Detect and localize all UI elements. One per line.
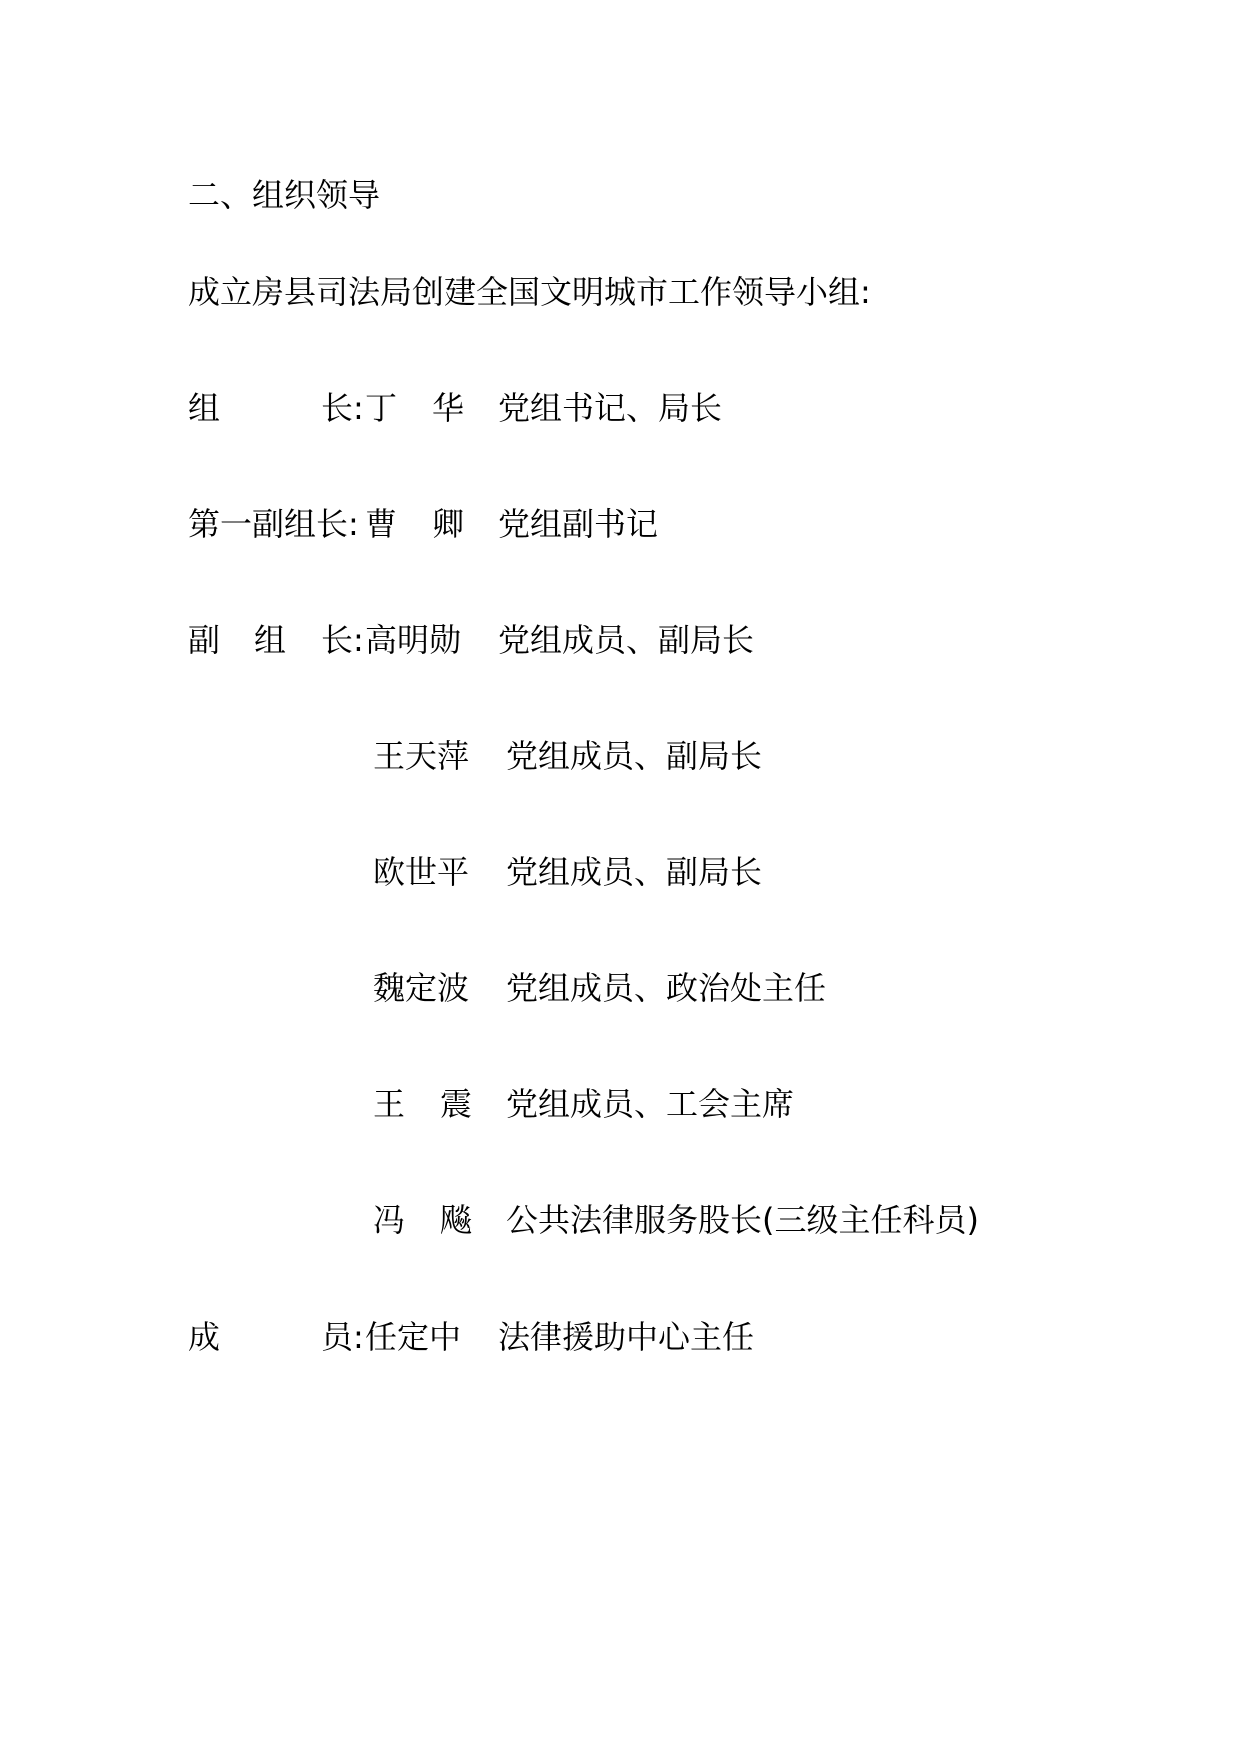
role-label-part: 副	[188, 621, 221, 659]
role-label-part: 员:	[321, 1318, 364, 1356]
member-name: 任定中	[365, 1318, 462, 1356]
member-name-part: 王	[373, 1085, 406, 1123]
member-title: 党组成员、政治处主任	[506, 969, 827, 1007]
member-title: 党组成员、副局长	[498, 621, 755, 659]
member-name-part: 丁	[365, 389, 398, 427]
member-title: 法律援助中心主任	[498, 1318, 755, 1356]
member-name: 高明勋	[365, 621, 462, 659]
role-label-part: 成	[188, 1318, 221, 1356]
member-name-part: 冯	[373, 1201, 406, 1239]
member-title: 公共法律服务股长(三级主任科员)	[506, 1201, 979, 1239]
member-title: 党组书记、局长	[498, 389, 723, 427]
member-name: 魏定波	[373, 969, 470, 1007]
role-label-part: 长:	[321, 389, 364, 427]
role-label-part: 组	[254, 621, 287, 659]
member-name-part: 曹	[365, 505, 398, 543]
member-name-part: 卿	[432, 505, 465, 543]
member-title: 党组成员、工会主席	[506, 1085, 795, 1123]
section-heading-text: 二、组织领导	[188, 176, 381, 214]
role-label-part: 组	[188, 389, 221, 427]
member-name-part: 华	[432, 389, 465, 427]
member-title: 党组副书记	[498, 505, 659, 543]
role-label-part: 长:	[321, 621, 364, 659]
member-title: 党组成员、副局长	[506, 737, 763, 775]
member-name-part: 震	[440, 1085, 473, 1123]
member-name: 王天萍	[373, 737, 470, 775]
member-title: 党组成员、副局长	[506, 853, 763, 891]
role-label: 第一副组长:	[188, 505, 359, 543]
member-name-part: 飚	[440, 1201, 473, 1239]
member-name: 欧世平	[373, 853, 470, 891]
intro-text: 成立房县司法局创建全国文明城市工作领导小组:	[188, 273, 871, 311]
